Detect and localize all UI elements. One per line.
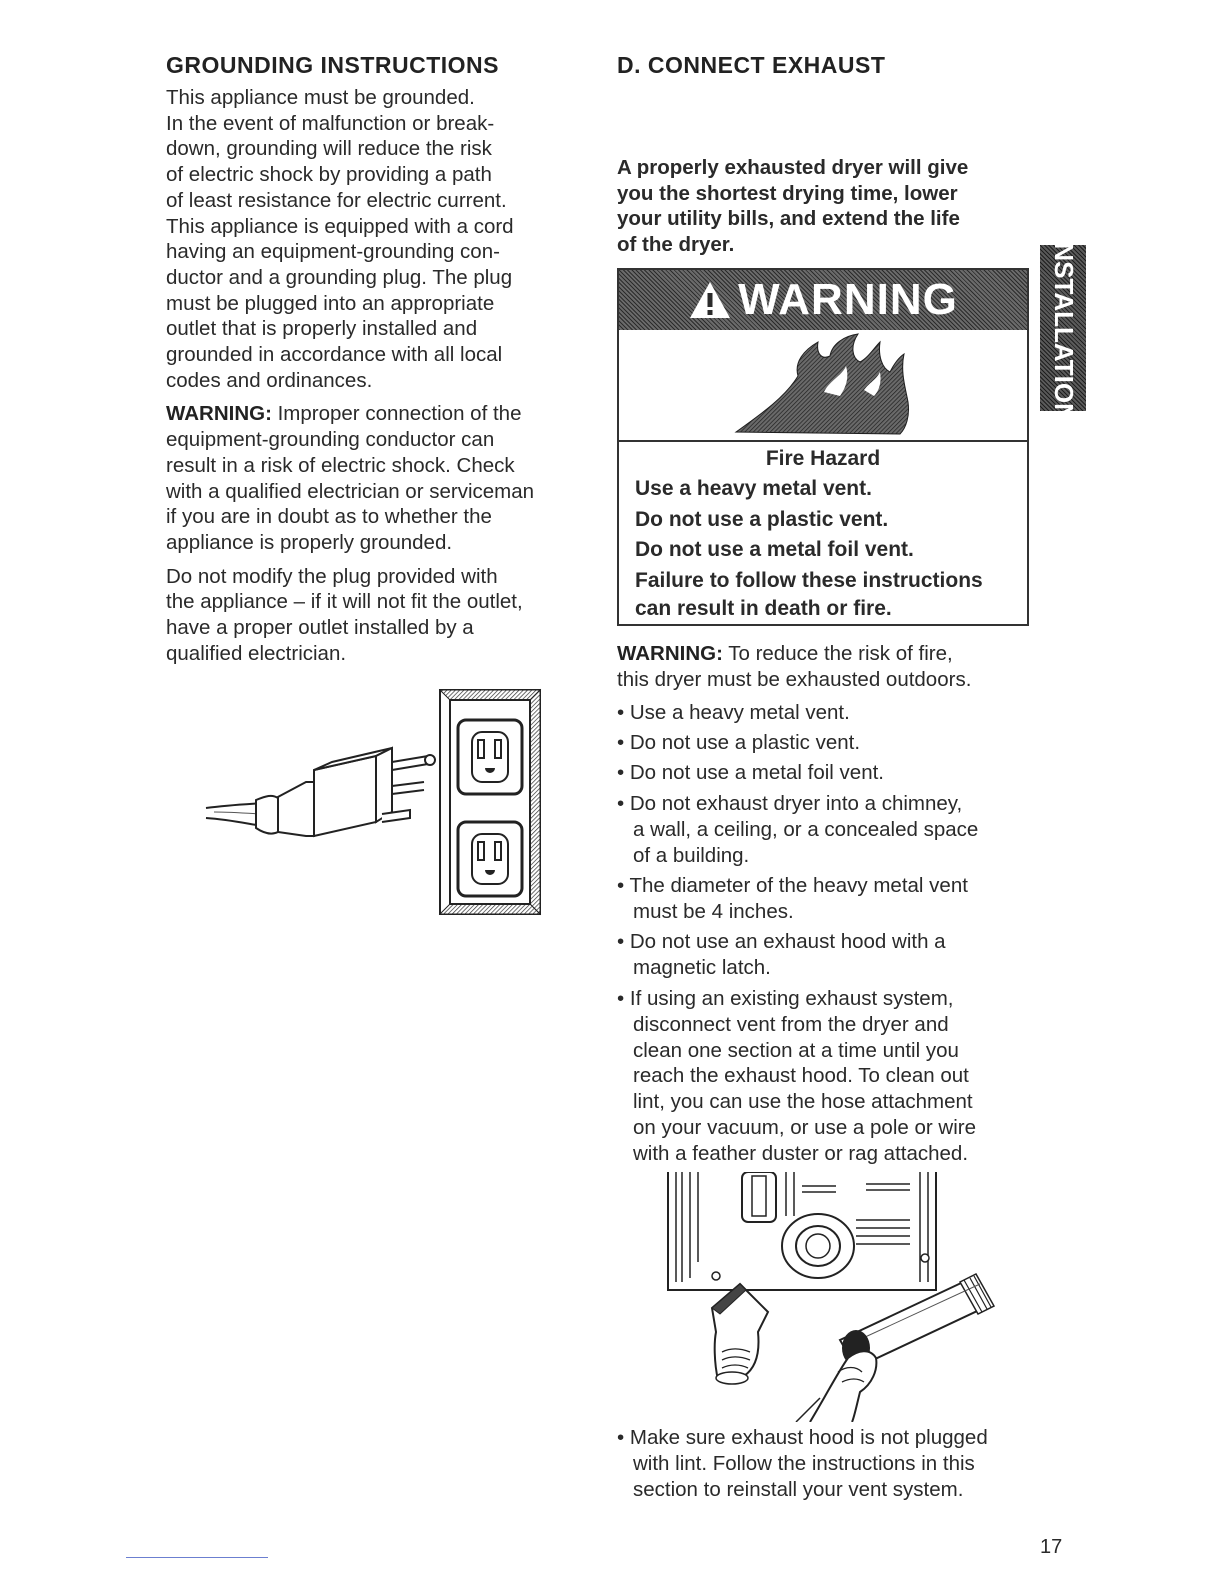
- text-line: • Do not use a metal foil vent.: [617, 761, 884, 784]
- side-tab-label: INSTALLATION: [1048, 234, 1079, 422]
- fire-hazard-title: Fire Hazard: [765, 447, 881, 470]
- text-line: on your vacuum, or use a pole or wire: [633, 1115, 976, 1139]
- bullet-item: [617, 929, 946, 981]
- text-line: • The diameter of the heavy metal vent: [617, 874, 968, 897]
- grounding-paragraph: [166, 85, 534, 666]
- warning-line: [166, 401, 534, 427]
- text-line: • Do not use a plastic vent.: [617, 731, 861, 754]
- text-line: Do not modify the plug provided with: [166, 564, 498, 588]
- plug-outlet-illustration: [196, 686, 546, 916]
- text-line: • Do not exhaust dryer into a chimney,: [617, 792, 963, 815]
- text-line: of electric shock by providing a path: [166, 163, 492, 187]
- fire-hazard-warning-box: [617, 268, 1029, 626]
- text-line: disconnect vent from the dryer and: [633, 1012, 949, 1036]
- text-line: ductor and a grounding plug. The plug: [166, 265, 513, 289]
- text-line: qualified electrician.: [166, 641, 347, 665]
- text-line: lint, you can use the hose attachment: [633, 1090, 973, 1114]
- text-span: Improper connection of the: [271, 402, 522, 426]
- exhaust-warning-paragraph: [617, 641, 971, 692]
- warning-label: WARNING:: [617, 642, 723, 665]
- connect-exhaust-heading: D. CONNECT EXHAUST: [617, 52, 886, 78]
- text-line: down, grounding will reduce the risk: [166, 137, 492, 161]
- text-line: In the event of malfunction or break-: [166, 111, 495, 135]
- warning-line: [617, 641, 971, 667]
- text-line: with lint. Follow the instructions in this: [633, 1451, 975, 1475]
- text-line: of least resistance for electric current.: [166, 188, 507, 212]
- text-line: outlet that is properly installed and: [166, 317, 478, 341]
- text-line: result in a risk of electric shock. Check: [166, 453, 515, 477]
- text-line: of a building.: [633, 843, 750, 867]
- footer-rule: [126, 1557, 268, 1558]
- text-line: This appliance must be grounded.: [166, 86, 475, 109]
- text-line: have a proper outlet installed by a: [166, 616, 474, 640]
- text-line: the appliance – if it will not fit the outlet,: [166, 590, 523, 614]
- warning-line: Failure to follow these instructions: [635, 568, 983, 592]
- bullet-item: [617, 760, 884, 786]
- warning-line: Do not use a plastic vent.: [635, 507, 889, 531]
- text-line: magnetic latch.: [633, 955, 771, 979]
- text-line: a wall, a ceiling, or a concealed space: [633, 817, 979, 841]
- text-line: with a qualified electrician or serviceman: [166, 479, 535, 503]
- page-number: 17: [1040, 1536, 1063, 1558]
- text-line: of the dryer.: [617, 232, 735, 256]
- text-line: if you are in doubt as to whether the: [166, 505, 492, 529]
- text-line: equipment-grounding conductor can: [166, 428, 495, 452]
- text-line: • If using an existing exhaust system,: [617, 987, 954, 1010]
- bullet-item: [617, 700, 850, 726]
- warning-line: Do not use a metal foil vent.: [635, 538, 914, 561]
- warning-label: WARNING:: [166, 402, 272, 426]
- dryer-vent-cleaning-illustration: [660, 1172, 1000, 1422]
- text-line: must be 4 inches.: [633, 899, 794, 923]
- warning-line: can result in death or fire.: [635, 597, 892, 620]
- text-line: must be plugged into an appropriate: [166, 291, 495, 315]
- text-line: grounded in accordance with all local: [166, 343, 503, 367]
- grounding-heading: GROUNDING INSTRUCTIONS: [166, 52, 499, 78]
- text-line: having an equipment-grounding con-: [166, 240, 500, 264]
- installation-side-tab: [1040, 234, 1086, 422]
- text-line: you the shortest drying time, lower: [617, 181, 958, 205]
- text-line: • Make sure exhaust hood is not plugged: [617, 1426, 988, 1449]
- text-line: A properly exhausted dryer will give: [617, 156, 969, 179]
- text-span: To reduce the risk of fire,: [722, 642, 953, 665]
- text-line: This appliance is equipped with a cord: [166, 214, 514, 238]
- text-line: this dryer must be exhausted outdoors.: [617, 667, 972, 691]
- text-line: codes and ordinances.: [166, 368, 373, 392]
- text-line: • Use a heavy metal vent.: [617, 701, 850, 724]
- bullet-item: [617, 730, 860, 756]
- bullet-item: [617, 986, 976, 1167]
- bullet-item: [617, 1425, 988, 1502]
- warning-triangle-icon: [688, 280, 732, 320]
- fire-icon: [734, 332, 914, 436]
- text-line: appliance is properly grounded.: [166, 530, 453, 554]
- warning-line: Use a heavy metal vent.: [635, 477, 872, 500]
- text-line: your utility bills, and extend the life: [617, 207, 960, 230]
- bullet-item: [617, 791, 978, 868]
- text-line: reach the exhaust hood. To clean out: [633, 1064, 969, 1088]
- text-line: • Do not use an exhaust hood with a: [617, 930, 946, 953]
- warning-header-text: WARNING: [738, 275, 958, 324]
- bullet-item: [617, 873, 968, 925]
- text-line: with a feather duster or rag attached.: [633, 1141, 969, 1165]
- text-line: clean one section at a time until you: [633, 1038, 959, 1062]
- text-line: section to reinstall your vent system.: [633, 1477, 964, 1501]
- exhaust-intro: [617, 155, 968, 257]
